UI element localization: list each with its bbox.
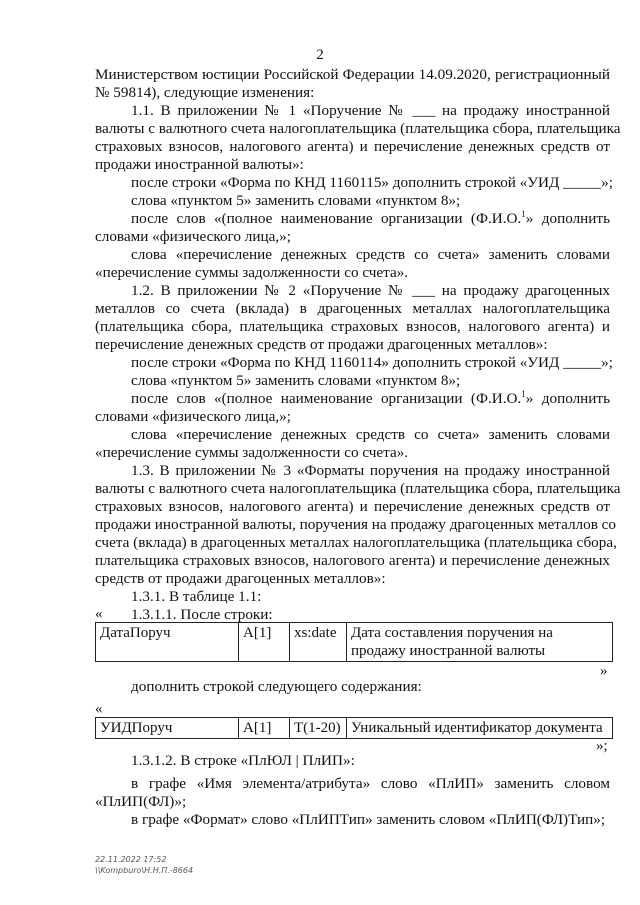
text-line: страховых взносов, налогового агента) и перечисление денежных средств от (95, 138, 610, 155)
text-line: 1.3.1. В таблице 1.1: (131, 588, 262, 605)
text-line: после слов «(полное наименование организации (Ф.И.О.$^1$» дополнить (131, 388, 611, 407)
text-line: 1.3. В приложении № 3 «Форматы поручения на продажу иностранной (131, 462, 610, 479)
text-line: в графе «Формат» слово «ПлИПТип» заменить словом «ПлИП(ФЛ)Тип»; (131, 811, 606, 828)
text-line: страховых взносов, налогового агента) и перечисление денежных средств от (95, 498, 610, 515)
text-line: плательщика страховых взносов, налогового агента) и перечисление денежных (95, 552, 610, 569)
text-line: 1.2. В приложении № 2 «Поручение № ___ на продажу драгоценных (131, 282, 610, 299)
table-row-new (95, 717, 613, 739)
text-line: «перечисление суммы задолженности со счета». (95, 444, 409, 461)
text-line: слова «пунктом 5» заменить словами «пунктом 8»; (131, 192, 461, 209)
cell-name: ДатаПоруч (96, 623, 239, 662)
text-line: «перечисление суммы задолженности со счета». (95, 264, 409, 281)
text-line: слова «перечисление денежных средств со счета» заменить словами (131, 426, 610, 443)
text-line: слова «перечисление денежных средств со счета» заменить словами (131, 246, 610, 263)
text-line: словами «физического лица,»; (95, 228, 291, 245)
cell-format: xs:date (290, 623, 347, 662)
text-line: перечисление денежных средств от продажи драгоценных металлов»: (95, 336, 548, 353)
text-line: после строки «Форма по КНД 1160115» дополнить строкой «УИД _____»; (131, 174, 613, 191)
text-line: словами «физического лица,»; (95, 408, 291, 425)
add-row-text: дополнить строкой следующего содержания: (131, 678, 422, 695)
text-line: 1.1. В приложении № 1 «Поручение № ___ на продажу иностранной (131, 102, 610, 119)
cell-type: А[1] (239, 623, 290, 662)
text-line: «ПлИП(ФЛ)»; (95, 793, 187, 810)
cell-type: А[1] (239, 718, 290, 739)
text-line: валюты с валютного счета налогоплательщика (плательщика сбора, плательщика (95, 480, 621, 497)
text-line: (плательщика сбора, плательщика страховых взносов, налогового агента) и (95, 318, 610, 335)
text-line: 1.3.1.1. После строки: (131, 606, 273, 623)
text-line: после слов «(полное наименование организации (Ф.И.О.$^1$» дополнить (131, 208, 611, 227)
text-line: счета (вклада) в драгоценных металлах налогоплательщика (плательщика сбора, (95, 534, 617, 551)
quote-close-2: »; (596, 738, 608, 754)
text-line: металлов со счета (вклада) в драгоценных металлах налогоплательщика (95, 300, 610, 317)
text-line: Министерством юстиции Российской Федерации 14.09.2020, регистрационный (95, 66, 610, 83)
quote-open-1: « (95, 606, 103, 622)
text-line: слова «пунктом 5» заменить словами «пунктом 8»; (131, 372, 461, 389)
quote-open-2: « (95, 701, 103, 717)
text-line: после строки «Форма по КНД 1160114» дополнить строкой «УИД _____»; (131, 354, 613, 371)
text-line: 1.3.1.2. В строке «ПлЮЛ | ПлИП»: (131, 752, 355, 769)
cell-format: Т(1-20) (290, 718, 347, 739)
page-number: 2 (316, 47, 324, 63)
text-line: валюты с валютного счета налогоплательщика (плательщика сбора, плательщика (95, 120, 621, 137)
text-line: № 59814), следующие изменения: (95, 84, 315, 101)
footer-path: \\Kompburo\Н.Н.П.-8664 (95, 866, 194, 875)
cell-name: УИДПоруч (96, 718, 239, 739)
text-line: средств от продажи драгоценных металлов»: (95, 570, 386, 587)
cell-description: Дата составления поручения на продажу иностранной валюты (347, 623, 613, 662)
quote-close-1: » (600, 663, 608, 679)
text-line: в графе «Имя элемента/атрибута» слово «ПлИП» заменить словом (131, 775, 610, 792)
text-line: продажи иностранной валюты»: (95, 156, 304, 173)
text-line: продажи иностранной валюты, поручения на продажу драгоценных металлов со (95, 516, 617, 533)
footer-timestamp: 22.11.2022 17:52 (95, 855, 167, 864)
table-row-original (95, 622, 613, 662)
cell-description: Уникальный идентификатор документа (347, 718, 613, 739)
